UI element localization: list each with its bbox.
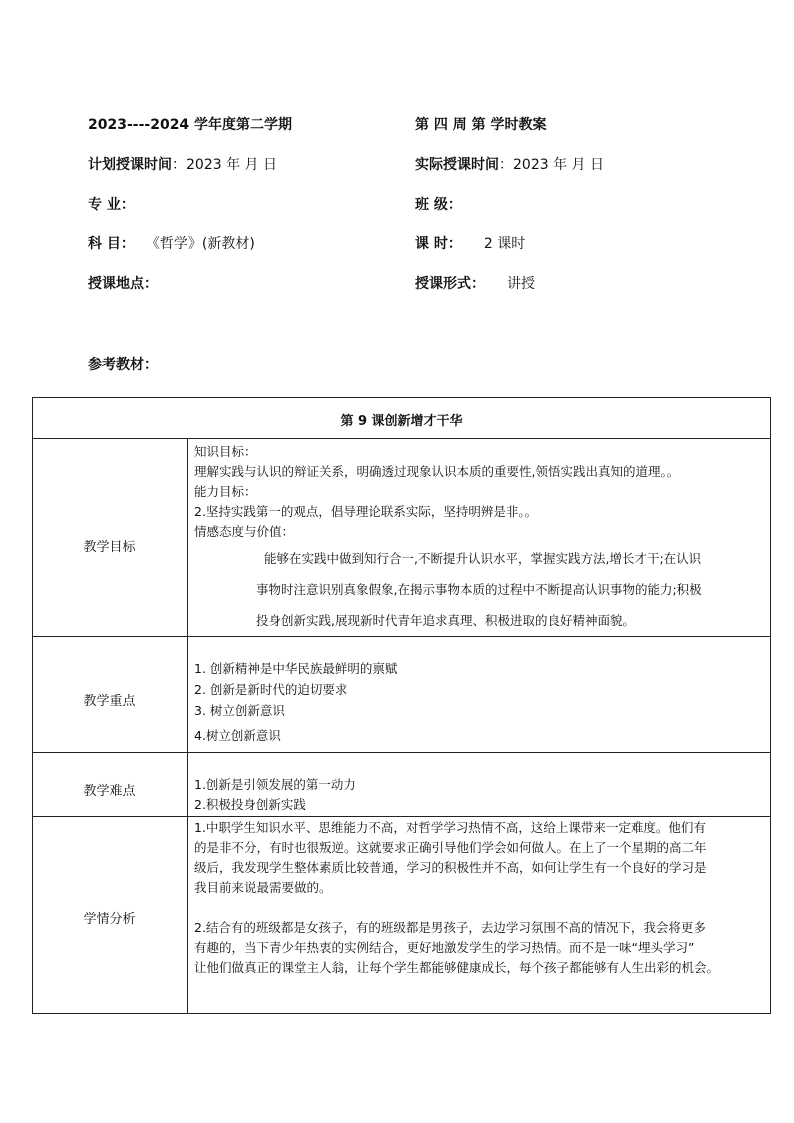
objectives-line: 理解实践与认识的辩证关系，明确透过现象认识本质的重要性,领悟实践出真知的道理。。 (194, 464, 680, 479)
table-column-divider (187, 438, 188, 1014)
class-label: 班 级： (415, 197, 462, 213)
planned-time-value: ：2023 年 月 日 (172, 157, 277, 173)
key-point-item: 4.树立创新意识 (194, 728, 281, 743)
key-points-label: 教学重点 (83, 694, 136, 709)
planned-time-row (88, 154, 277, 174)
difficulty-item: 2.积极投身创新实践 (194, 797, 306, 812)
semester-title: 2023----2024 学年度第二学期 (88, 117, 293, 133)
analysis-line: 级后，我发现学生整体素质比较普通，学习的积极性并不高，如何让学生有一个良好的学习是 (194, 860, 707, 875)
key-point-item: 1. 创新精神是中华民族最鲜明的禀赋 (194, 661, 398, 676)
actual-time-value: ：2023 年 月 日 (499, 157, 604, 173)
objectives-label: 教学目标 (83, 540, 136, 555)
reference-label: 参考教材： (88, 357, 158, 373)
objectives-line: 2.坚持实践第一的观点，倡导理论联系实际，坚持明辨是非。。 (194, 504, 538, 519)
analysis-label: 学情分析 (83, 912, 136, 927)
subject-row (88, 233, 255, 253)
analysis-line: 有趣的，当下青少年热衷的实例结合，更好地激发学生的学习热情。而不是一味“埋头学习” (194, 940, 695, 955)
periods-label: 课 时： (415, 236, 462, 252)
location-label: 授课地点： (88, 276, 158, 292)
form-label: 授课形式： (415, 276, 485, 292)
actual-time-label: 实际授课时间 (415, 157, 499, 173)
periods-row (415, 233, 525, 253)
difficulty-item: 1.创新是引领发展的第一动力 (194, 777, 356, 792)
major-label: 专 业： (88, 197, 135, 213)
table-divider (32, 816, 771, 817)
table-divider (32, 752, 771, 753)
objectives-line: 能力目标： (194, 484, 257, 499)
planned-time-label: 计划授课时间 (88, 157, 172, 173)
table-divider (32, 636, 771, 637)
analysis-line: 的是非不分，有时也很叛逆。这就要求正确引导他们学会如何做人。在上了一个星期的高二年 (194, 840, 707, 855)
subject-label: 科 目： (88, 236, 135, 252)
week-period-title: 第 四 周 第 学时教案 (415, 117, 547, 133)
form-row (415, 273, 535, 293)
analysis-line: 我目前来说最需要做的。 (194, 880, 332, 895)
objectives-line: 知识目标： (194, 444, 257, 459)
analysis-line: 2.结合有的班级都是女孩子，有的班级都是男孩子，去边学习氛围不高的情况下，我会将更多 (194, 920, 706, 935)
difficulties-label: 教学难点 (83, 784, 136, 799)
table-title: 第 9 课创新增才干华 (340, 414, 463, 429)
key-point-item: 3. 树立创新意识 (194, 703, 285, 718)
table-divider (32, 438, 771, 439)
form-value: 讲授 (507, 276, 535, 292)
objectives-line: 事物时注意识别真象假象,在揭示事物本质的过程中不断提高认识事物的能力;积极 (256, 582, 702, 597)
subject-value: 《哲学》(新教材) (152, 236, 255, 252)
objectives-line: 情感态度与价值： (194, 524, 295, 539)
objectives-line: 能够在实践中做到知行合一,不断提升认识水平，掌握实践方法,增长才干;在认识 (264, 551, 702, 566)
analysis-line: 1.中职学生知识水平、思维能力不高，对哲学学习热情不高，这给上课带来一定难度。他们有 (194, 820, 706, 835)
actual-time-row (415, 154, 604, 174)
analysis-line: 让他们做真正的课堂主人翁，让每个学生都能够健康成长，每个孩子都能够有人生出彩的机会。 (194, 960, 720, 975)
periods-value: 2 课时 (483, 236, 526, 252)
key-point-item: 2. 创新是新时代的迫切要求 (194, 682, 348, 697)
objectives-line: 投身创新实践,展现新时代青年追求真理、积极进取的良好精神面貌。 (256, 613, 635, 628)
